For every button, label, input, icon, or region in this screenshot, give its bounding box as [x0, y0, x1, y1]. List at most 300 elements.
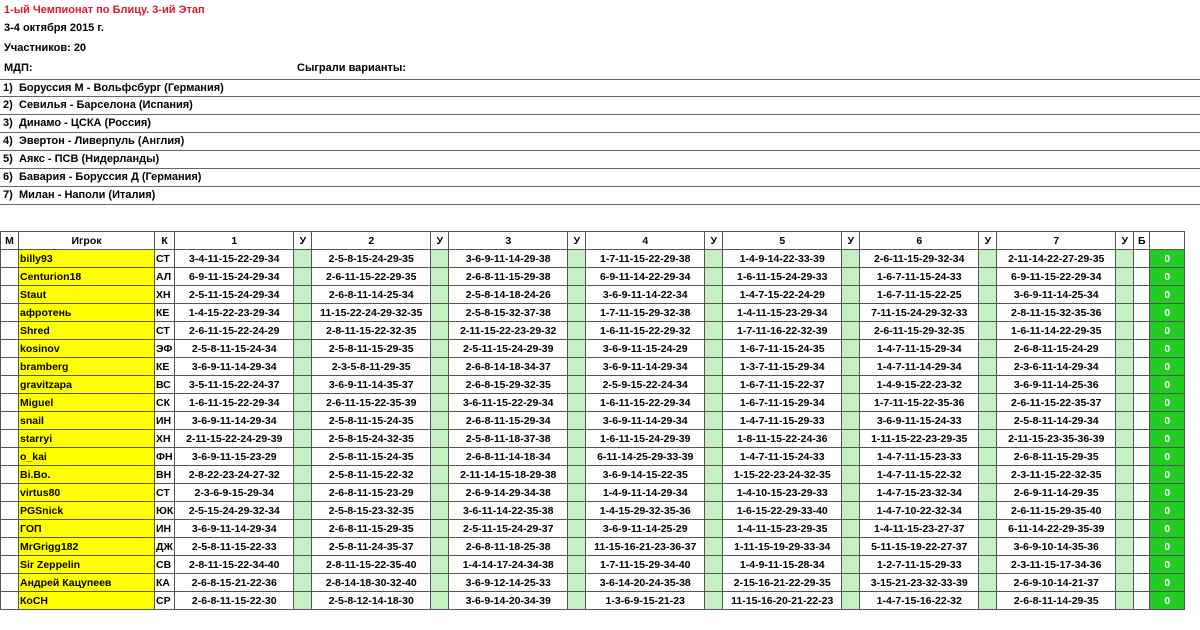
u-cell[interactable] — [568, 268, 586, 286]
variant-cell[interactable]: 3-6-9-11-14-35-37 — [312, 376, 431, 394]
variant-cell[interactable]: 2-5-15-24-29-32-34 — [175, 502, 294, 520]
u-cell[interactable] — [431, 304, 449, 322]
u-cell[interactable] — [294, 502, 312, 520]
variant-cell[interactable]: 1-4-10-15-23-29-33 — [723, 484, 842, 502]
variant-cell[interactable]: 1-6-11-15-22-29-34 — [175, 394, 294, 412]
variant-cell[interactable]: 1-6-7-11-15-22-37 — [723, 376, 842, 394]
club-code[interactable]: ВС — [155, 376, 175, 394]
variant-cell[interactable]: 2-11-15-22-24-29-39 — [175, 430, 294, 448]
variant-cell[interactable]: 2-15-16-21-22-29-35 — [723, 574, 842, 592]
player-name[interactable]: snail — [19, 412, 155, 430]
variant-cell[interactable]: 3-6-9-11-14-29-34 — [175, 412, 294, 430]
b-cell[interactable] — [1134, 592, 1150, 610]
variant-cell[interactable]: 1-4-9-11-15-28-34 — [723, 556, 842, 574]
club-code[interactable]: КЕ — [155, 304, 175, 322]
u-cell[interactable] — [431, 376, 449, 394]
u-cell[interactable] — [1116, 556, 1134, 574]
variant-cell[interactable]: 2-6-11-15-29-35-40 — [997, 502, 1116, 520]
u-cell[interactable] — [431, 250, 449, 268]
player-name[interactable]: Shred — [19, 322, 155, 340]
u-cell[interactable] — [979, 358, 997, 376]
club-code[interactable]: СВ — [155, 556, 175, 574]
variant-cell[interactable]: 1-4-7-11-15-23-33 — [860, 448, 979, 466]
variant-cell[interactable]: 2-5-8-11-24-35-37 — [312, 538, 431, 556]
variant-cell[interactable]: 2-5-8-11-15-24-35 — [312, 412, 431, 430]
u-cell[interactable] — [294, 592, 312, 610]
variant-cell[interactable]: 2-5-8-11-15-24-34 — [175, 340, 294, 358]
variant-cell[interactable]: 2-11-15-23-35-36-39 — [997, 430, 1116, 448]
u-cell[interactable] — [979, 322, 997, 340]
variant-cell[interactable]: 6-11-14-25-29-33-39 — [586, 448, 705, 466]
variant-cell[interactable]: 2-6-8-11-18-25-38 — [449, 538, 568, 556]
variant-cell[interactable]: 2-5-8-11-15-24-35 — [312, 448, 431, 466]
place-cell[interactable] — [1, 250, 19, 268]
u-cell[interactable] — [842, 466, 860, 484]
player-name[interactable]: Miguel — [19, 394, 155, 412]
variant-cell[interactable]: 1-6-11-15-22-29-32 — [586, 322, 705, 340]
variant-cell[interactable]: 1-3-6-9-15-21-23 — [586, 592, 705, 610]
u-cell[interactable] — [842, 448, 860, 466]
u-cell[interactable] — [842, 592, 860, 610]
variant-cell[interactable]: 6-9-11-14-22-29-34 — [586, 268, 705, 286]
total-cell[interactable]: 0 — [1150, 376, 1185, 394]
u-cell[interactable] — [431, 268, 449, 286]
total-cell[interactable]: 0 — [1150, 448, 1185, 466]
variant-cell[interactable]: 1-4-7-15-22-24-29 — [723, 286, 842, 304]
u-cell[interactable] — [1116, 376, 1134, 394]
u-cell[interactable] — [979, 412, 997, 430]
variant-cell[interactable]: 1-4-9-11-14-29-34 — [586, 484, 705, 502]
b-cell[interactable] — [1134, 340, 1150, 358]
total-cell[interactable]: 0 — [1150, 322, 1185, 340]
variant-cell[interactable]: 3-6-9-11-14-29-34 — [586, 358, 705, 376]
variant-cell[interactable]: 3-6-9-11-14-25-36 — [997, 376, 1116, 394]
variant-cell[interactable]: 1-6-7-11-15-24-35 — [723, 340, 842, 358]
u-cell[interactable] — [1116, 250, 1134, 268]
u-cell[interactable] — [842, 376, 860, 394]
total-cell[interactable]: 0 — [1150, 358, 1185, 376]
player-name[interactable]: КоСН — [19, 592, 155, 610]
u-cell[interactable] — [1116, 412, 1134, 430]
variant-cell[interactable]: 1-2-7-11-15-29-33 — [860, 556, 979, 574]
b-cell[interactable] — [1134, 412, 1150, 430]
variant-cell[interactable]: 2-5-8-15-24-32-35 — [312, 430, 431, 448]
place-cell[interactable] — [1, 412, 19, 430]
b-cell[interactable] — [1134, 538, 1150, 556]
variant-cell[interactable]: 1-4-15-29-32-35-36 — [586, 502, 705, 520]
variant-cell[interactable]: 3-6-9-11-14-29-34 — [586, 412, 705, 430]
variant-cell[interactable]: 1-4-7-11-15-24-33 — [723, 448, 842, 466]
variant-cell[interactable]: 1-4-11-15-23-27-37 — [860, 520, 979, 538]
u-cell[interactable] — [705, 250, 723, 268]
variant-cell[interactable]: 1-15-22-23-24-32-35 — [723, 466, 842, 484]
u-cell[interactable] — [431, 394, 449, 412]
variant-cell[interactable]: 2-5-11-15-24-29-34 — [175, 286, 294, 304]
total-cell[interactable]: 0 — [1150, 556, 1185, 574]
variant-cell[interactable]: 1-6-11-15-24-29-33 — [723, 268, 842, 286]
total-cell[interactable]: 0 — [1150, 430, 1185, 448]
variant-cell[interactable]: 3-6-9-14-20-34-39 — [449, 592, 568, 610]
place-cell[interactable] — [1, 394, 19, 412]
total-cell[interactable]: 0 — [1150, 304, 1185, 322]
u-cell[interactable] — [705, 538, 723, 556]
variant-cell[interactable]: 2-5-11-15-24-29-39 — [449, 340, 568, 358]
u-cell[interactable] — [294, 376, 312, 394]
u-cell[interactable] — [979, 268, 997, 286]
variant-cell[interactable]: 3-6-9-11-14-29-38 — [449, 250, 568, 268]
u-cell[interactable] — [705, 340, 723, 358]
u-cell[interactable] — [431, 592, 449, 610]
u-cell[interactable] — [705, 592, 723, 610]
b-cell[interactable] — [1134, 484, 1150, 502]
variant-cell[interactable]: 3-5-11-15-22-24-37 — [175, 376, 294, 394]
variant-cell[interactable]: 3-4-11-15-22-29-34 — [175, 250, 294, 268]
total-cell[interactable]: 0 — [1150, 394, 1185, 412]
u-cell[interactable] — [979, 286, 997, 304]
u-cell[interactable] — [979, 556, 997, 574]
variant-cell[interactable]: 3-6-9-11-15-24-33 — [860, 412, 979, 430]
place-cell[interactable] — [1, 502, 19, 520]
variant-cell[interactable]: 2-6-9-10-14-21-37 — [997, 574, 1116, 592]
u-cell[interactable] — [979, 304, 997, 322]
variant-cell[interactable]: 1-8-11-15-22-24-36 — [723, 430, 842, 448]
place-cell[interactable] — [1, 448, 19, 466]
u-cell[interactable] — [1116, 304, 1134, 322]
variant-cell[interactable]: 2-5-8-11-14-29-34 — [997, 412, 1116, 430]
variant-cell[interactable]: 2-11-15-22-23-29-32 — [449, 322, 568, 340]
club-code[interactable]: ИН — [155, 412, 175, 430]
variant-cell[interactable]: 2-6-8-15-21-22-36 — [175, 574, 294, 592]
u-cell[interactable] — [842, 268, 860, 286]
total-cell[interactable]: 0 — [1150, 466, 1185, 484]
variant-cell[interactable]: 6-9-11-15-22-29-34 — [997, 268, 1116, 286]
club-code[interactable]: СТ — [155, 322, 175, 340]
u-cell[interactable] — [431, 322, 449, 340]
place-cell[interactable] — [1, 466, 19, 484]
u-cell[interactable] — [705, 286, 723, 304]
place-cell[interactable] — [1, 286, 19, 304]
variant-cell[interactable]: 2-8-11-15-22-35-40 — [312, 556, 431, 574]
club-code[interactable]: СТ — [155, 484, 175, 502]
u-cell[interactable] — [979, 340, 997, 358]
variant-cell[interactable]: 6-11-14-22-29-35-39 — [997, 520, 1116, 538]
b-cell[interactable] — [1134, 322, 1150, 340]
place-cell[interactable] — [1, 376, 19, 394]
u-cell[interactable] — [979, 538, 997, 556]
u-cell[interactable] — [431, 538, 449, 556]
u-cell[interactable] — [568, 430, 586, 448]
variant-cell[interactable]: 1-4-11-15-23-29-35 — [723, 520, 842, 538]
club-code[interactable]: ИН — [155, 520, 175, 538]
total-cell[interactable]: 0 — [1150, 592, 1185, 610]
club-code[interactable]: ДЖ — [155, 538, 175, 556]
u-cell[interactable] — [568, 502, 586, 520]
variant-cell[interactable]: 1-4-9-15-22-23-32 — [860, 376, 979, 394]
variant-cell[interactable]: 3-6-9-10-14-35-36 — [997, 538, 1116, 556]
u-cell[interactable] — [431, 430, 449, 448]
variant-cell[interactable]: 2-6-8-14-18-34-37 — [449, 358, 568, 376]
variant-cell[interactable]: 2-6-8-11-15-29-35 — [997, 448, 1116, 466]
u-cell[interactable] — [294, 484, 312, 502]
place-cell[interactable] — [1, 340, 19, 358]
u-cell[interactable] — [842, 538, 860, 556]
u-cell[interactable] — [294, 574, 312, 592]
variant-cell[interactable]: 1-7-11-15-22-29-38 — [586, 250, 705, 268]
variant-cell[interactable]: 2-3-6-11-14-29-34 — [997, 358, 1116, 376]
club-code[interactable]: КЕ — [155, 358, 175, 376]
variant-cell[interactable]: 2-5-8-11-18-37-38 — [449, 430, 568, 448]
variant-cell[interactable]: 2-6-8-11-14-29-35 — [997, 592, 1116, 610]
variant-cell[interactable]: 3-6-9-12-14-25-33 — [449, 574, 568, 592]
variant-cell[interactable]: 1-6-7-11-15-29-34 — [723, 394, 842, 412]
variant-cell[interactable]: 3-6-11-14-22-35-38 — [449, 502, 568, 520]
variant-cell[interactable]: 2-6-8-11-15-24-29 — [997, 340, 1116, 358]
total-cell[interactable]: 0 — [1150, 340, 1185, 358]
variant-cell[interactable]: 2-3-5-8-11-29-35 — [312, 358, 431, 376]
u-cell[interactable] — [568, 286, 586, 304]
variant-cell[interactable]: 1-6-11-15-24-29-39 — [586, 430, 705, 448]
u-cell[interactable] — [294, 430, 312, 448]
b-cell[interactable] — [1134, 520, 1150, 538]
b-cell[interactable] — [1134, 394, 1150, 412]
u-cell[interactable] — [1116, 322, 1134, 340]
club-code[interactable]: ХН — [155, 430, 175, 448]
place-cell[interactable] — [1, 520, 19, 538]
variant-cell[interactable]: 2-6-8-11-15-29-38 — [449, 268, 568, 286]
variant-cell[interactable]: 2-5-8-15-24-29-35 — [312, 250, 431, 268]
u-cell[interactable] — [1116, 340, 1134, 358]
u-cell[interactable] — [294, 448, 312, 466]
u-cell[interactable] — [979, 574, 997, 592]
total-cell[interactable]: 0 — [1150, 484, 1185, 502]
total-cell[interactable]: 0 — [1150, 250, 1185, 268]
player-name[interactable]: starryi — [19, 430, 155, 448]
u-cell[interactable] — [431, 358, 449, 376]
u-cell[interactable] — [705, 484, 723, 502]
variant-cell[interactable]: 1-6-11-14-22-29-35 — [997, 322, 1116, 340]
u-cell[interactable] — [705, 304, 723, 322]
u-cell[interactable] — [431, 484, 449, 502]
variant-cell[interactable]: 3-6-9-11-15-24-29 — [586, 340, 705, 358]
variant-cell[interactable]: 2-6-9-11-14-29-35 — [997, 484, 1116, 502]
u-cell[interactable] — [979, 376, 997, 394]
u-cell[interactable] — [842, 430, 860, 448]
variant-cell[interactable]: 1-4-7-15-16-22-32 — [860, 592, 979, 610]
u-cell[interactable] — [979, 250, 997, 268]
variant-cell[interactable]: 1-3-7-11-15-29-34 — [723, 358, 842, 376]
place-cell[interactable] — [1, 358, 19, 376]
b-cell[interactable] — [1134, 502, 1150, 520]
variant-cell[interactable]: 2-6-11-15-29-32-35 — [860, 322, 979, 340]
b-cell[interactable] — [1134, 358, 1150, 376]
u-cell[interactable] — [842, 322, 860, 340]
variant-cell[interactable]: 3-6-9-14-15-22-35 — [586, 466, 705, 484]
u-cell[interactable] — [1116, 484, 1134, 502]
u-cell[interactable] — [294, 250, 312, 268]
u-cell[interactable] — [1116, 502, 1134, 520]
variant-cell[interactable]: 2-6-11-15-22-35-39 — [312, 394, 431, 412]
place-cell[interactable] — [1, 430, 19, 448]
u-cell[interactable] — [568, 358, 586, 376]
total-cell[interactable]: 0 — [1150, 538, 1185, 556]
variant-cell[interactable]: 2-6-11-15-22-35-37 — [997, 394, 1116, 412]
variant-cell[interactable]: 3-6-9-11-15-23-29 — [175, 448, 294, 466]
variant-cell[interactable]: 5-11-15-19-22-27-37 — [860, 538, 979, 556]
u-cell[interactable] — [705, 448, 723, 466]
u-cell[interactable] — [1116, 448, 1134, 466]
variant-cell[interactable]: 11-15-22-24-29-32-35 — [312, 304, 431, 322]
u-cell[interactable] — [979, 430, 997, 448]
variant-cell[interactable]: 2-8-22-23-24-27-32 — [175, 466, 294, 484]
club-code[interactable]: АЛ — [155, 268, 175, 286]
b-cell[interactable] — [1134, 574, 1150, 592]
b-cell[interactable] — [1134, 250, 1150, 268]
variant-cell[interactable]: 2-5-8-15-32-37-38 — [449, 304, 568, 322]
u-cell[interactable] — [294, 268, 312, 286]
u-cell[interactable] — [568, 412, 586, 430]
player-name[interactable]: Андрей Кацупеев — [19, 574, 155, 592]
u-cell[interactable] — [842, 484, 860, 502]
variant-cell[interactable]: 3-6-11-15-22-29-34 — [449, 394, 568, 412]
u-cell[interactable] — [705, 358, 723, 376]
total-cell[interactable]: 0 — [1150, 520, 1185, 538]
u-cell[interactable] — [568, 574, 586, 592]
player-name[interactable]: kosinov — [19, 340, 155, 358]
u-cell[interactable] — [979, 466, 997, 484]
u-cell[interactable] — [1116, 574, 1134, 592]
u-cell[interactable] — [705, 502, 723, 520]
u-cell[interactable] — [431, 466, 449, 484]
variant-cell[interactable]: 1-7-11-15-29-32-38 — [586, 304, 705, 322]
u-cell[interactable] — [1116, 268, 1134, 286]
u-cell[interactable] — [705, 520, 723, 538]
player-name[interactable]: афротень — [19, 304, 155, 322]
player-name[interactable]: ГОП — [19, 520, 155, 538]
b-cell[interactable] — [1134, 268, 1150, 286]
variant-cell[interactable]: 1-7-11-15-22-35-36 — [860, 394, 979, 412]
u-cell[interactable] — [568, 448, 586, 466]
u-cell[interactable] — [568, 556, 586, 574]
variant-cell[interactable]: 3-15-21-23-32-33-39 — [860, 574, 979, 592]
variant-cell[interactable]: 1-7-11-16-22-32-39 — [723, 322, 842, 340]
u-cell[interactable] — [842, 556, 860, 574]
club-code[interactable]: СТ — [155, 250, 175, 268]
variant-cell[interactable]: 2-8-11-15-22-32-35 — [312, 322, 431, 340]
u-cell[interactable] — [1116, 358, 1134, 376]
variant-cell[interactable]: 3-6-14-20-24-35-38 — [586, 574, 705, 592]
club-code[interactable]: ЭФ — [155, 340, 175, 358]
u-cell[interactable] — [1116, 538, 1134, 556]
player-name[interactable]: Staut — [19, 286, 155, 304]
b-cell[interactable] — [1134, 286, 1150, 304]
variant-cell[interactable]: 2-6-11-15-29-32-34 — [860, 250, 979, 268]
u-cell[interactable] — [294, 358, 312, 376]
u-cell[interactable] — [842, 304, 860, 322]
club-code[interactable]: КА — [155, 574, 175, 592]
variant-cell[interactable]: 2-11-14-15-18-29-38 — [449, 466, 568, 484]
u-cell[interactable] — [705, 574, 723, 592]
variant-cell[interactable]: 1-7-11-15-29-34-40 — [586, 556, 705, 574]
u-cell[interactable] — [705, 466, 723, 484]
u-cell[interactable] — [705, 556, 723, 574]
u-cell[interactable] — [294, 412, 312, 430]
u-cell[interactable] — [842, 412, 860, 430]
variant-cell[interactable]: 2-6-8-11-15-22-30 — [175, 592, 294, 610]
b-cell[interactable] — [1134, 304, 1150, 322]
u-cell[interactable] — [1116, 286, 1134, 304]
place-cell[interactable] — [1, 556, 19, 574]
variant-cell[interactable]: 7-11-15-24-29-32-33 — [860, 304, 979, 322]
u-cell[interactable] — [431, 448, 449, 466]
variant-cell[interactable]: 6-9-11-15-24-29-34 — [175, 268, 294, 286]
u-cell[interactable] — [568, 520, 586, 538]
u-cell[interactable] — [431, 574, 449, 592]
u-cell[interactable] — [705, 376, 723, 394]
variant-cell[interactable]: 2-8-14-18-30-32-40 — [312, 574, 431, 592]
variant-cell[interactable]: 3-6-9-11-14-22-34 — [586, 286, 705, 304]
variant-cell[interactable]: 2-11-14-22-27-29-35 — [997, 250, 1116, 268]
variant-cell[interactable]: 1-11-15-19-29-33-34 — [723, 538, 842, 556]
u-cell[interactable] — [568, 466, 586, 484]
u-cell[interactable] — [431, 520, 449, 538]
u-cell[interactable] — [294, 286, 312, 304]
club-code[interactable]: ФН — [155, 448, 175, 466]
variant-cell[interactable]: 2-5-8-14-18-24-26 — [449, 286, 568, 304]
variant-cell[interactable]: 1-4-7-11-14-29-34 — [860, 358, 979, 376]
variant-cell[interactable]: 2-8-11-15-22-34-40 — [175, 556, 294, 574]
variant-cell[interactable]: 11-15-16-20-21-22-23 — [723, 592, 842, 610]
variant-cell[interactable]: 1-11-15-22-23-29-35 — [860, 430, 979, 448]
variant-cell[interactable]: 2-6-8-11-14-25-34 — [312, 286, 431, 304]
u-cell[interactable] — [568, 304, 586, 322]
u-cell[interactable] — [294, 322, 312, 340]
variant-cell[interactable]: 3-6-9-11-14-25-34 — [997, 286, 1116, 304]
u-cell[interactable] — [294, 520, 312, 538]
place-cell[interactable] — [1, 322, 19, 340]
u-cell[interactable] — [568, 340, 586, 358]
variant-cell[interactable]: 2-8-11-15-32-35-36 — [997, 304, 1116, 322]
u-cell[interactable] — [568, 394, 586, 412]
place-cell[interactable] — [1, 484, 19, 502]
variant-cell[interactable]: 1-4-9-14-22-33-39 — [723, 250, 842, 268]
u-cell[interactable] — [979, 592, 997, 610]
player-name[interactable]: Bi.Bo. — [19, 466, 155, 484]
variant-cell[interactable]: 2-3-11-15-22-32-35 — [997, 466, 1116, 484]
variant-cell[interactable]: 11-15-16-21-23-36-37 — [586, 538, 705, 556]
total-cell[interactable]: 0 — [1150, 574, 1185, 592]
u-cell[interactable] — [979, 520, 997, 538]
variant-cell[interactable]: 2-6-8-11-15-23-29 — [312, 484, 431, 502]
variant-cell[interactable]: 2-5-8-15-23-32-35 — [312, 502, 431, 520]
club-code[interactable]: СК — [155, 394, 175, 412]
place-cell[interactable] — [1, 592, 19, 610]
total-cell[interactable]: 0 — [1150, 502, 1185, 520]
variant-cell[interactable]: 1-4-11-15-23-29-34 — [723, 304, 842, 322]
u-cell[interactable] — [705, 322, 723, 340]
variant-cell[interactable]: 2-6-11-15-22-29-35 — [312, 268, 431, 286]
b-cell[interactable] — [1134, 376, 1150, 394]
player-name[interactable]: billy93 — [19, 250, 155, 268]
club-code[interactable]: ЮК — [155, 502, 175, 520]
variant-cell[interactable]: 2-6-11-15-22-24-29 — [175, 322, 294, 340]
u-cell[interactable] — [568, 376, 586, 394]
u-cell[interactable] — [705, 412, 723, 430]
variant-cell[interactable]: 2-6-8-11-15-29-34 — [449, 412, 568, 430]
u-cell[interactable] — [842, 574, 860, 592]
variant-cell[interactable]: 2-6-8-11-14-18-34 — [449, 448, 568, 466]
u-cell[interactable] — [1116, 394, 1134, 412]
u-cell[interactable] — [979, 394, 997, 412]
